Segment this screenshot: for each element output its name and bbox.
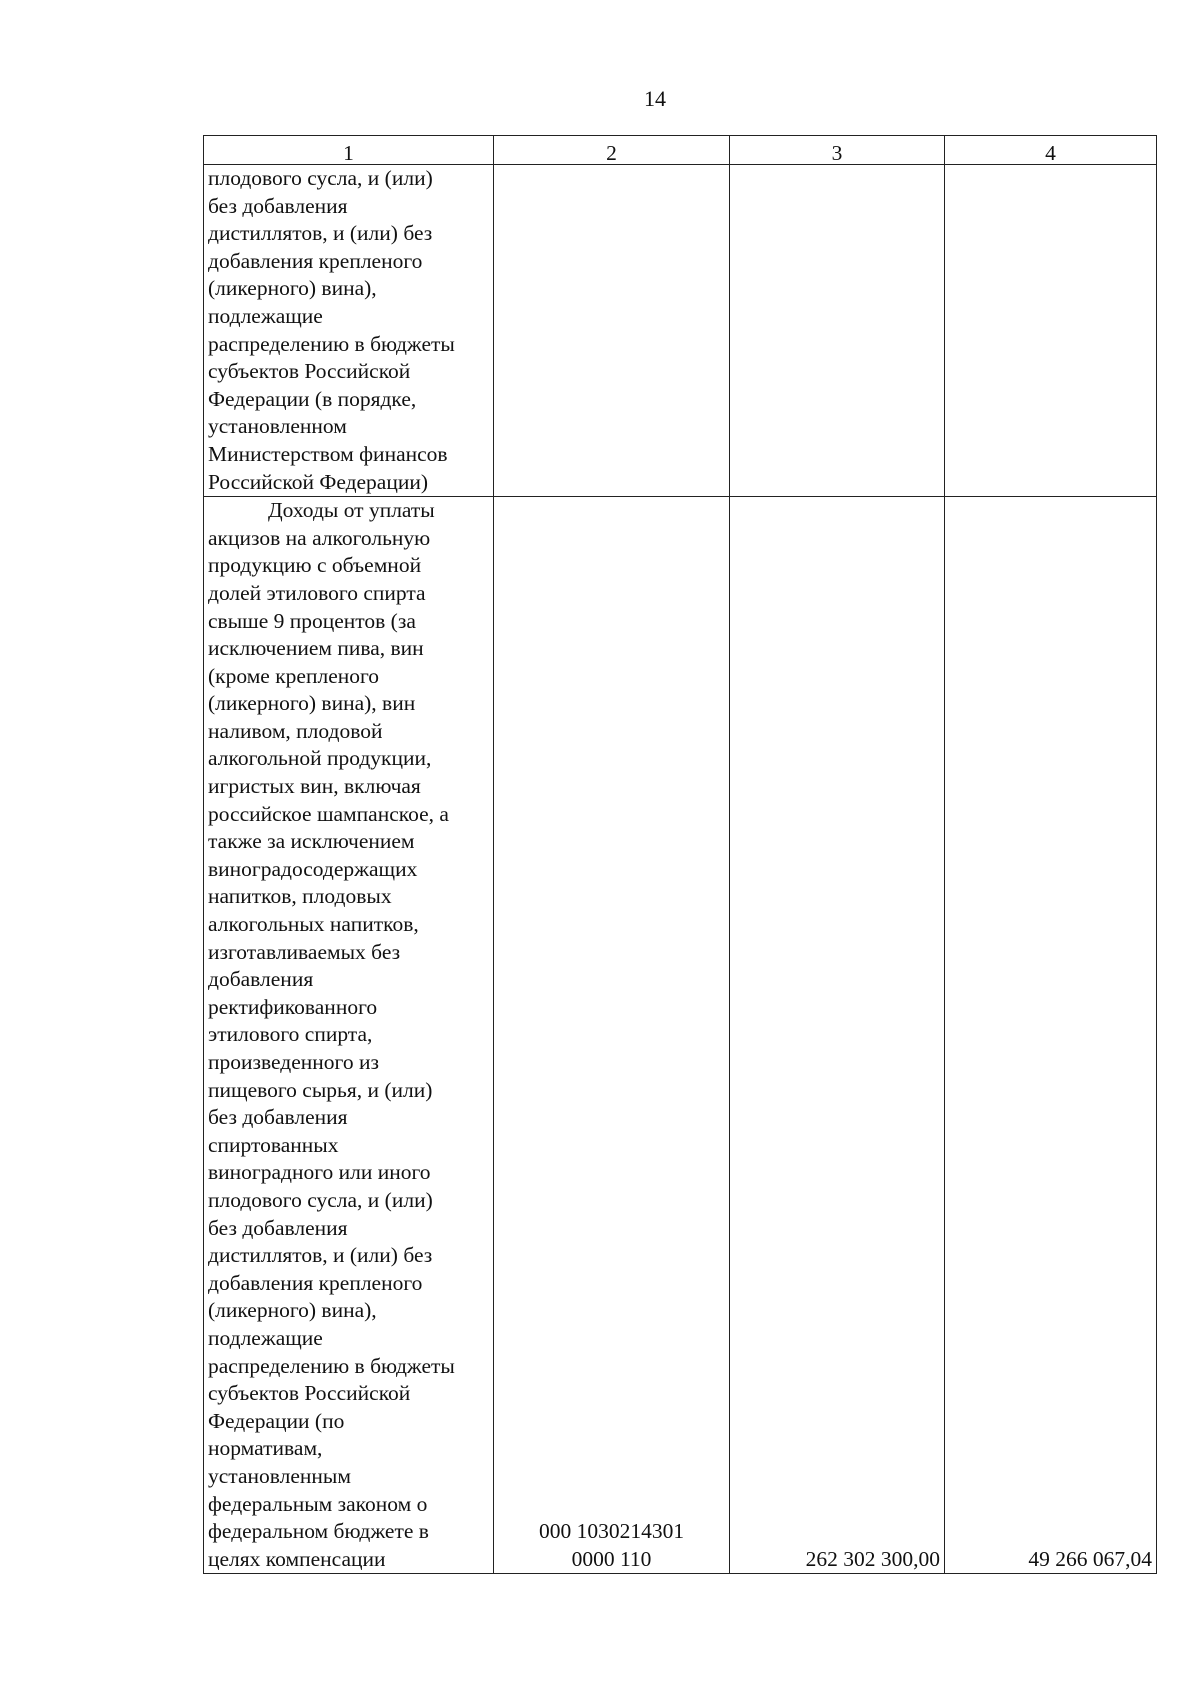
header-col-1: 1	[204, 136, 494, 165]
header-col-3: 3	[730, 136, 945, 165]
header-col-2: 2	[494, 136, 730, 165]
budget-table	[203, 135, 1157, 1574]
row1-amount-4	[945, 165, 1157, 497]
row2-code: 000 1030214301 0000 110	[494, 497, 730, 1574]
table-row	[204, 165, 1157, 497]
row2-description-body: акцизов на алкогольную продукцию с объемной долей этилового спирта свыше 9 процентов (за исключением пива, вин (кроме крепленого (ликерного) вина), вин наливом, плодовой алкогольной продукции, игристых вин, включая российское шампанское, а также за исключением виноградосодержащих напитков, плодовых алкогольных напитков, изготавливаемых без добавления ректификованного этилового спирта, произведенного из пищевого сырья, и (или) без добавления спиртованных виноградного или иного плодового сусла, и (или) без добавления дистиллятов, и (или) без добавления крепленого (ликерного) вина), подлежащие распределению в бюджеты субъектов Российской Федерации (по нормативам, установленным федеральным законом о федеральном бюджете в целях компенсации	[208, 525, 455, 1571]
row1-description: плодового сусла, и (или) без добавления дистиллятов, и (или) без добавления крепленого (ликерного) вина), подлежащие распределению в бюджеты субъектов Российской Федерации (в порядке, установленном Министерством финансов Российской Федерации)	[204, 165, 494, 497]
header-col-4: 4	[945, 136, 1157, 165]
table-header-row	[204, 136, 1157, 165]
row2-amount-3: 262 302 300,00	[730, 497, 945, 1574]
table-row	[204, 497, 1157, 1574]
row2-description-first-line: Доходы от уплаты	[268, 498, 435, 523]
row2-description	[204, 497, 494, 1574]
page-number: 14	[644, 86, 666, 111]
row1-amount-3	[730, 165, 945, 497]
row2-amount-4: 49 266 067,04	[945, 497, 1157, 1574]
row1-code	[494, 165, 730, 497]
